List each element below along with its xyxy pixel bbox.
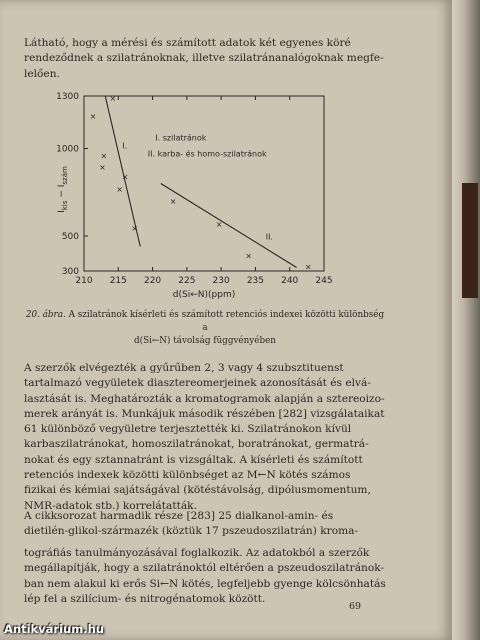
legend-entry: I. szilatránok (155, 133, 207, 143)
series-label: II. (265, 232, 273, 242)
x-tick-label: 245 (315, 276, 333, 286)
text-line: fizikai és kémiai sajátságával (kötéstávolság, dipólusmomentum, (24, 484, 371, 497)
y-tick-label: 500 (61, 232, 79, 242)
data-point: × (121, 172, 129, 182)
data-point: × (215, 219, 223, 229)
text-line: lasztását is. Meghatározták a kromatogramok alapján a sztereoizo- (24, 392, 385, 405)
text-line: A szerzők elvégezték a gyűrűben 2, 3 vagy 4 szubsztituenst (24, 362, 344, 374)
series-label: I. (122, 141, 128, 151)
text-line: merek arányát is. Munkájuk második részében [282] vizsgálataikat (24, 407, 385, 420)
text-line: ban nem alakul ki erős Si←N kötés, legfeljebb gyenge kölcsönhatás (24, 577, 386, 590)
text-line: megállapítják, hogy a szilatránoktól eltérően a pszeudoszilatránok- (24, 562, 385, 575)
trend-line-2 (161, 184, 297, 268)
data-point: × (89, 112, 97, 122)
text-line: nokat és egy sztannatránt is vizsgáltak. A kísérleti és számított (24, 453, 363, 466)
x-tick-label: 230 (212, 276, 230, 286)
data-point: × (304, 262, 312, 272)
text-line: retenciós indexek közötti különbséget az M←N kötés számos (24, 469, 351, 482)
text-line: karbaszilatránokat, homoszilatránokat, boratránokat, germatrá- (24, 438, 369, 451)
x-tick-label: 220 (143, 276, 162, 286)
figure-number: 20. ábra. (25, 310, 66, 320)
caption-line-2: d(Si←N) távolság függvényében (134, 336, 276, 346)
text-line: rendeződnek a szilatránoknak, illetve szilatránanalógoknak megfe- (24, 52, 384, 65)
y-tick-label: 1300 (56, 92, 79, 102)
chart-ticks (56, 92, 333, 286)
plot-frame (84, 93, 324, 271)
text-line: NMR-adatok stb.) korrelátatták. (24, 499, 197, 512)
text-line: 61 különböző vegyületre terjesztették ki. Szilatránokon kívül (24, 423, 352, 436)
data-point: × (169, 197, 177, 206)
data-point: × (245, 251, 252, 261)
x-tick-label: 215 (109, 276, 127, 286)
x-tick-label: 240 (281, 276, 299, 286)
x-tick-label: 225 (178, 276, 196, 286)
caption-line-1: A szilatránok kísérleti és számított retenciós indexei közötti különbség a (68, 310, 385, 333)
data-point: × (99, 162, 106, 172)
chart-axes (84, 93, 324, 271)
chart-points (90, 94, 312, 272)
text-line: lelően. (24, 67, 60, 80)
watermark-logo: Antikvárium.hu (4, 622, 104, 636)
text-line: A cikksorozat harmadik része [283] 25 dialkanol-amin- és (24, 510, 334, 522)
data-point: × (109, 93, 117, 103)
chart-trend-lines (105, 93, 296, 268)
text-line: tartalmazó vegyületek diasztereomerjeinek azonosítását és elvá- (24, 377, 371, 390)
data-point: × (116, 184, 124, 194)
legend-entry: II. karba- és homo-szilatránok (147, 149, 267, 159)
x-tick-label: 235 (246, 276, 265, 286)
text-line: Látható, hogy a mérési és számított adatok két egyenes köré (24, 37, 351, 49)
data-point: × (100, 151, 108, 161)
x-tick-label: 210 (75, 276, 93, 286)
data-point: × (131, 224, 139, 234)
body-paragraph-3 (24, 546, 387, 607)
text-line: lép fel a szilícium- és nitrogénatomok között. (24, 592, 266, 605)
text-line: dietilén-glikol-származék (köztük 17 pszeudoszilatrán) kroma- (24, 525, 359, 538)
x-axis-label: d(Si←N)(ppm) (172, 290, 236, 300)
y-tick-label: 300 (61, 267, 79, 277)
text-line: tográfiás tanulmányozásával foglalkozik. Az adatokból a szerzők (24, 547, 370, 559)
page-number: 69 (349, 601, 362, 612)
page-edge (452, 0, 480, 640)
spine-tab (462, 183, 478, 298)
y-axis-label: $I_{kis} - I_{szám}$ (57, 166, 69, 213)
body-paragraph-1 (24, 361, 387, 514)
body-paragraph-2 (24, 509, 387, 540)
figure-caption (22, 309, 388, 348)
y-tick-label: 1000 (56, 144, 79, 155)
